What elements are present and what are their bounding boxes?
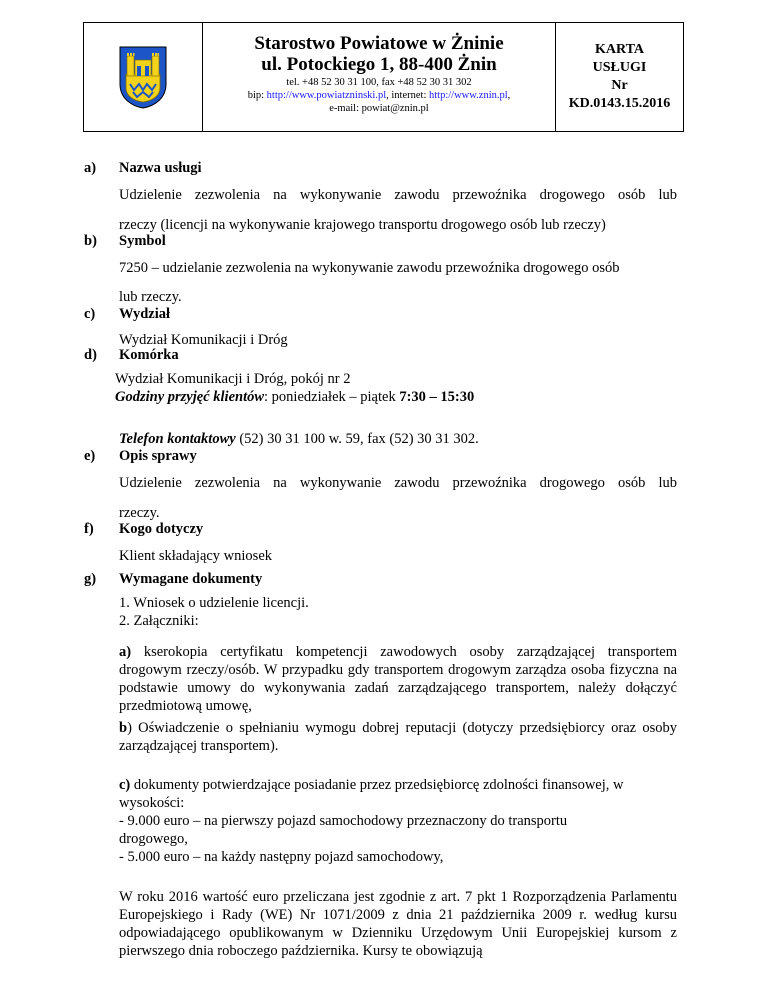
section-a-line2: rzeczy (licencji na wykonywanie krajowego transportu drogowego osób lub rzeczy) [119,217,606,233]
phone-value: (52) 30 31 100 w. 59, fax (52) 30 31 302. [235,431,479,447]
section-g-letter: g) [84,571,97,587]
section-f-letter: f) [84,521,94,537]
card-id-cell [556,23,683,131]
section-e-line1: Udzielenie zezwolenia na wykonywanie zawodu przewoźnika drogowego osób lub [119,475,677,491]
section-b-letter: b) [84,233,97,249]
attachment-a-label: a) [119,644,132,660]
section-d-line1: Wydział Komunikacji i Dróg, pokój nr 2 [115,371,351,387]
section-b-line1: 7250 – udzielanie zezwolenia na wykonywanie zawodu przewoźnika drogowego osób [119,260,620,276]
hours-days: : poniedziałek – piątek [264,389,400,405]
section-c-letter: c) [84,306,96,322]
card-label: KARTA [594,42,645,57]
section-f-line1: Klient składający wniosek [119,548,273,564]
card-number: KD.0143.15.2016 [568,96,671,111]
section-a-line1: Udzielenie zezwolenia na wykonywanie zawodu przewoźnika drogowego osób lub [119,187,677,203]
card-label-2: USŁUGI [592,60,647,75]
header-table [83,22,684,132]
internet-link[interactable]: http://www.znin.pl [429,90,508,101]
card-label-3: Nr [611,78,628,93]
section-a-title: Nazwa usługi [119,160,202,176]
office-email: e-mail: powiat@znin.pl [329,103,429,114]
attachment-c-label: c) [119,777,131,793]
office-phone: tel. +48 52 30 31 100, fax +48 52 30 31 302 [286,77,472,88]
office-name: Starostwo Powiatowe w Żninie [254,33,504,54]
section-f-title: Kogo dotyczy [119,521,204,537]
section-e-title: Opis sprawy [119,448,197,464]
euro-note: W roku 2016 wartość euro przeliczana jest zgodnie z art. 7 pkt 1 Rozporządzenia Parlamentu Europejskiego i Rady (WE) Nr 1071/2009 z dnia 21 października 2009 r. według kursu odpowiadającego opublikowanym w Dzienniku Urzędowym Unii Europejskiej kursom z pierwszego dnia roboczego października. Kursy te obowiązują [119,889,677,959]
header-info [203,23,556,131]
section-d-letter: d) [84,347,97,363]
coat-of-arms-icon [117,44,169,110]
section-d-phone [119,424,677,454]
section-c-title: Wydział [119,306,171,322]
section-a-letter: a) [84,160,97,176]
section-g-title: Wymagane dokumenty [119,571,263,587]
section-c-line1: Wydział Komunikacji i Dróg [119,332,288,348]
office-web: bip: http://www.powiatzninski.pl, internet: http://www.znin.pl, [247,90,511,101]
docs-item-2: 2. Załączniki: [119,613,199,629]
section-e-line2: rzeczy. [119,505,160,521]
attachment-c-line1: - 9.000 euro – na pierwszy pojazd samochodowy przeznaczony do transportu drogowego, [119,813,568,847]
section-d-hours [115,388,673,406]
attachment-b-label: b [119,720,128,736]
attachment-b-text: ) Oświadczenie o spełnianiu wymogu dobrej reputacji (dotyczy przedsiębiorcy oraz osoby zarządzającej transportem). [119,720,677,754]
section-b-line2: lub rzeczy. [119,289,182,305]
attachment-a-text: kserokopia certyfikatu kompetencji zawodowych osoby zarządzającej transportem drogowym rzeczy/osób. W przypadku gdy transportem drogowym zarządza osoba fizyczna na podstawie umowy do wykonywania zadań zarządzającego transportem, należy dołączyć przedmiotową umowę, [119,644,677,714]
attachment-c [119,776,677,812]
attachment-c-line2: - 5.000 euro – na każdy następny pojazd samochodowy, [119,849,444,865]
attachment-c-text: dokumenty potwierdzające posiadanie przez przedsiębiorcę zdolności finansowej, w wysokości: [119,777,624,811]
section-e-letter: e) [84,448,96,464]
coat-of-arms-cell [84,23,203,131]
section-b-title: Symbol [119,233,166,249]
docs-item-1: 1. Wniosek o udzielenie licencji. [119,595,309,611]
bip-link[interactable]: http://www.powiatzninski.pl [266,90,387,101]
hours-label: Godziny przyjęć klientów [115,389,265,405]
office-address: ul. Potockiego 1, 88-400 Żnin [261,54,497,75]
hours-time: 7:30 – 15:30 [399,389,475,405]
phone-label: Telefon kontaktowy [119,431,236,447]
attachment-a [119,643,677,715]
section-d-title: Komórka [119,347,179,363]
attachment-b [119,719,677,755]
